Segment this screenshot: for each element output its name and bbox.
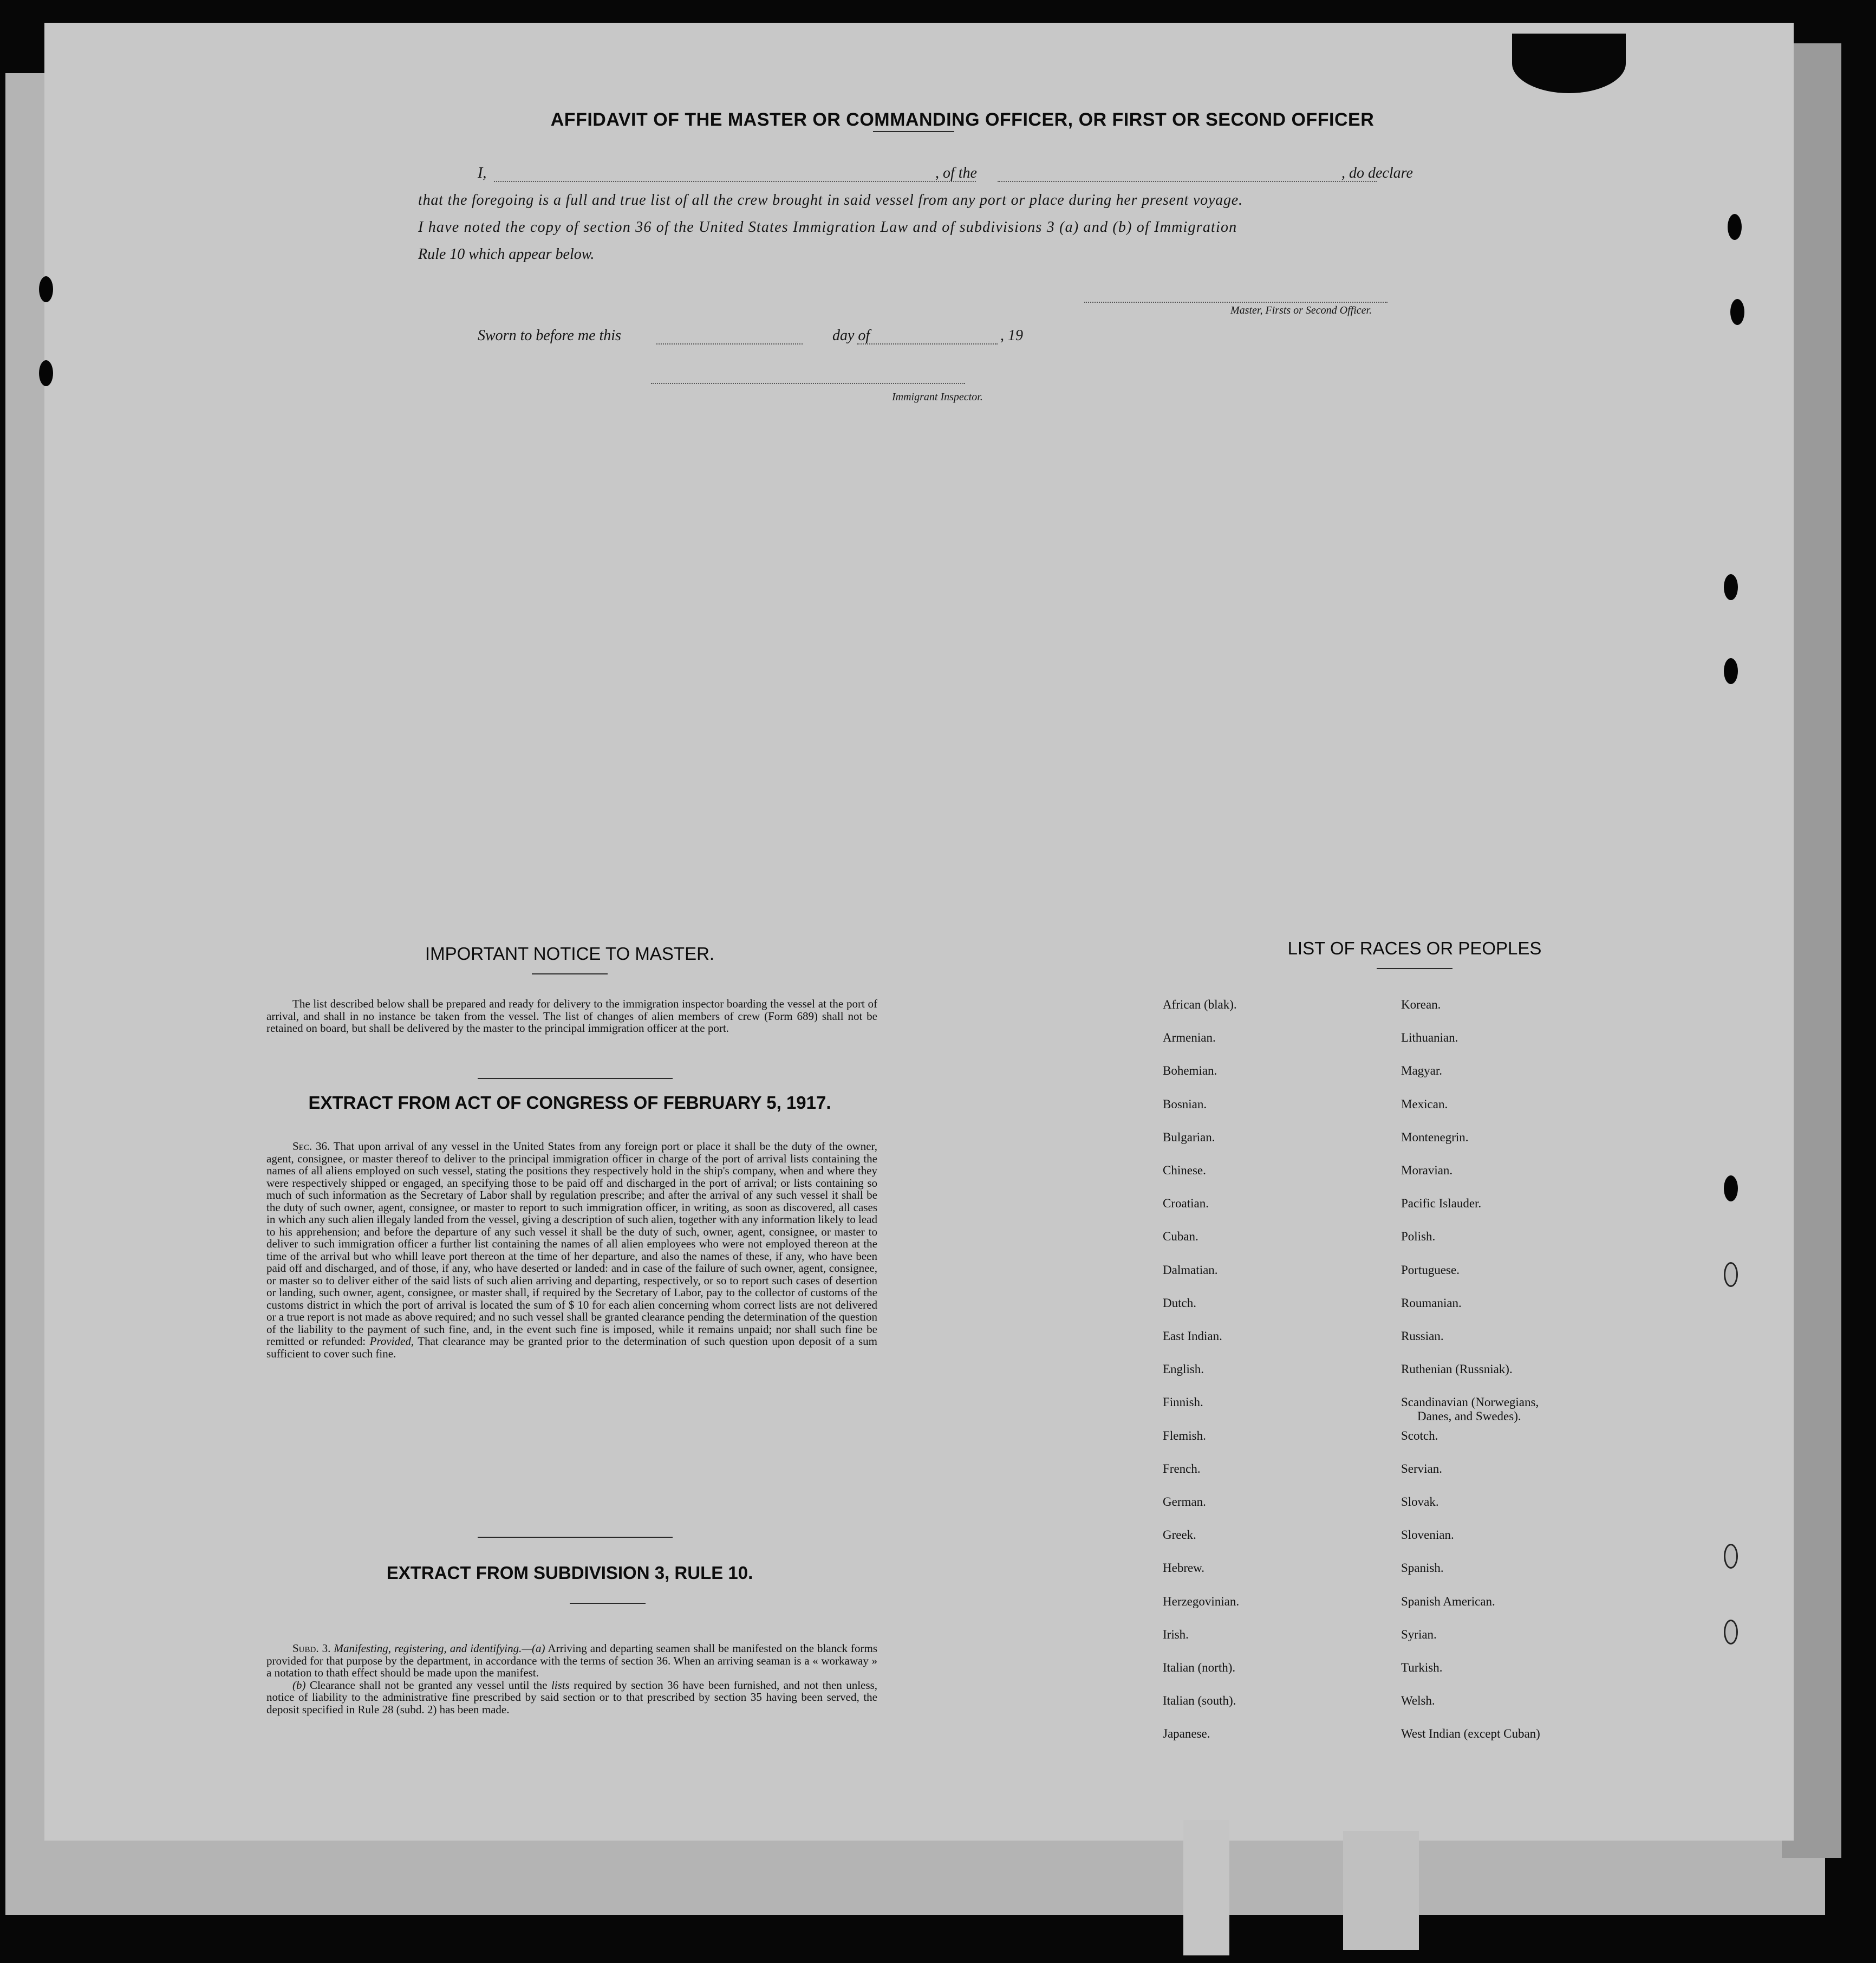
- month-blank: [857, 343, 998, 344]
- affidavit-line2: that the foregoing is a full and true list of all the crew brought in said vessel from any port or place during her present voyage.: [418, 192, 1243, 209]
- race-item: Herzegovinian.: [1163, 1594, 1240, 1608]
- race-item: Spanish American.: [1401, 1594, 1495, 1608]
- year-text: , 19: [1000, 327, 1023, 344]
- race-item: Moravian.: [1401, 1164, 1453, 1177]
- race-item: Croatian.: [1163, 1197, 1209, 1211]
- race-item: German.: [1163, 1495, 1206, 1509]
- inspector-label: Immigrant Inspector.: [892, 391, 983, 403]
- race-item: Roumanian.: [1401, 1296, 1462, 1310]
- sec-body: That upon arrival of any vessel in the United States from any foreign port or place it shall be the duty of the owner, agent, consignee, or master thereof to deliver to the principal immigration officer in charge of the port of arrival lists containing the names of all aliens employed on such vessel, stating the positions they respectively hold in the ship's company, when and where they were respectively shipped or engaged, an specifying those to be paid off and discharged in the port of arrival; or lists containing so much of such information as the Secretary of Labor shall by regulation prescribe; and after the arrival of any such vessel it shall be the duty of such owner, agent, consignee, or master to report to such immigration officer, in writing, as soon as discovered, all cases in which any such alien illegaly landed from the vessel, giving a description of such alien, together with any information likely to lead to his apprehension; and before the departure of any such vessel it shall be the duty of such, owner, agent, consignee, or master to deliver to such immigration officer a further list containing the names of all alien employees who were not employed thereon at the time of the arrival but who whill leave port thereon at the time of her departure, and also the names of these, if any, who have been paid off and discharged, and of those, if any, who have deserted or landed: and in case of the failure of such owner, agent, consignee, or master so to deliver either of the said lists of such alien arriving and departing, respectively, or so to report such cases of desertion or landing, such owner, agent, consignee, or master shall, if required by the Secretary of Labor, pay to the collector of customs of the customs district in which the port of arrival is located the sum of $ 10 for each alien concerning whom correct lists are not delivered or a true report is not made as above required; and no such vessel shall be granted clearance pending the determination of the question of the liability to the payment of such fine, and, in the event such fine is imposed, while it remains unpaid; nor shall such fine be remitted or refunded:: [266, 1140, 877, 1348]
- day-blank: [656, 343, 803, 344]
- extract-act-body: [266, 1140, 877, 1360]
- notice-title: IMPORTANT NOTICE TO MASTER.: [425, 944, 715, 964]
- race-item: Montenegrin.: [1401, 1130, 1469, 1144]
- race-item: Magyar.: [1401, 1064, 1443, 1078]
- race-item: Flemish.: [1163, 1428, 1206, 1442]
- name-blank: [494, 181, 976, 182]
- punch-hole: [1724, 1620, 1738, 1644]
- race-item: Slovenian.: [1401, 1528, 1454, 1542]
- proviso-label: Provided,: [369, 1335, 414, 1348]
- part-b-text1: Clearance shall not be granted any vessel until the: [309, 1678, 548, 1692]
- race-item: Scandinavian (Norwegians,: [1401, 1395, 1539, 1409]
- extract-rule-title: EXTRACT FROM SUBDIVISION 3, RULE 10.: [386, 1563, 753, 1583]
- affidavit-line3: I have noted the copy of section 36 of the United States Immigration Law and of subdivisions 3 (a) and (b) of Immigration: [418, 219, 1237, 236]
- race-item: Lithuanian.: [1401, 1031, 1458, 1045]
- race-item: Spanish.: [1401, 1561, 1444, 1575]
- race-item: African (blak).: [1163, 998, 1237, 1011]
- race-item: Dutch.: [1163, 1296, 1196, 1310]
- divider: [478, 1078, 673, 1079]
- race-item: Chinese.: [1163, 1164, 1206, 1177]
- sec-label: Sec. 36.: [292, 1140, 330, 1153]
- race-item: Cuban.: [1163, 1230, 1198, 1244]
- race-item: West Indian (except Cuban): [1401, 1727, 1540, 1741]
- divider: [570, 1603, 646, 1604]
- race-item: Syrian.: [1401, 1627, 1437, 1641]
- race-item: Servian.: [1401, 1461, 1443, 1476]
- extract-act-title: EXTRACT FROM ACT OF CONGRESS OF FEBRUARY 5, 1917.: [308, 1093, 831, 1113]
- part-a-label: —(a): [522, 1642, 545, 1655]
- affidavit-title: AFFIDAVIT OF THE MASTER OR COMMANDING OFFICER, OR FIRST OR SECOND OFFICER: [550, 109, 1375, 130]
- part-a-text: Arriving and departing seamen shall be manifested on the blanck forms provided for that purpose by the department, in accordance with the terms of section 36. When an arriving seaman is a « workaway » a notation to thath effect should be made upon the manifest.: [266, 1642, 878, 1679]
- subd-heading: Manifesting, registering, and identifying.: [334, 1642, 522, 1655]
- race-item: Slovak.: [1401, 1495, 1439, 1509]
- race-item: Turkish.: [1401, 1661, 1443, 1674]
- race-item: Italian (north).: [1163, 1661, 1236, 1674]
- divider: [1377, 968, 1452, 969]
- punch-hole: [1724, 658, 1738, 684]
- race-item: Bohemian.: [1163, 1064, 1217, 1078]
- divider: [873, 131, 954, 132]
- races-list: [1163, 998, 1715, 1767]
- race-item: Portuguese.: [1401, 1263, 1460, 1277]
- part-b-text2: required by section 36 have been furnished, and not then unless, notice of liability to the administrative fine prescribed by said section or to that prescribed by section 35 having been served, the deposit specified in Rule 28 (subd. 2) has been made.: [266, 1678, 878, 1716]
- punch-hole: [39, 360, 53, 386]
- torn-corner: [1512, 34, 1626, 93]
- race-item: English.: [1163, 1362, 1204, 1376]
- day-of-text: day of: [832, 327, 870, 344]
- race-item: Armenian.: [1163, 1031, 1216, 1045]
- punch-hole: [39, 276, 53, 302]
- punch-hole: [1730, 299, 1744, 325]
- affidavit-i: I,: [478, 165, 487, 181]
- race-item: Ruthenian (Russniak).: [1401, 1362, 1513, 1376]
- race-item: Finnish.: [1163, 1395, 1203, 1409]
- punch-hole: [1724, 1175, 1738, 1201]
- proviso-text: That clearance may be granted prior to the determination of such question upon deposit of a sum sufficient to cover such fine.: [266, 1335, 877, 1360]
- subd-label: Subd. 3.: [292, 1642, 331, 1655]
- race-item: Scotch.: [1401, 1428, 1438, 1442]
- divider: [478, 1537, 673, 1538]
- part-b-lists: lists: [551, 1678, 570, 1692]
- race-item: Korean.: [1401, 998, 1441, 1011]
- race-item: Hebrew.: [1163, 1561, 1205, 1575]
- paper-tab: [1343, 1831, 1419, 1950]
- race-item: Dalmatian.: [1163, 1263, 1218, 1277]
- part-a: [266, 1642, 877, 1679]
- race-item: Greek.: [1163, 1528, 1196, 1542]
- race-item: Russian.: [1401, 1329, 1444, 1343]
- extract-rule-body: [266, 1642, 877, 1715]
- vessel-blank: [998, 181, 1377, 182]
- race-item: Bulgarian.: [1163, 1130, 1215, 1144]
- race-item: Japanese.: [1163, 1727, 1210, 1741]
- race-item: Mexican.: [1401, 1097, 1448, 1111]
- affidavit-line4: Rule 10 which appear below.: [418, 246, 595, 263]
- race-item: French.: [1163, 1461, 1201, 1476]
- part-b: [266, 1679, 877, 1716]
- officer-label: Master, Firsts or Second Officer.: [1230, 304, 1372, 316]
- divider: [532, 973, 608, 974]
- race-item: Welsh.: [1401, 1694, 1435, 1708]
- sworn-text: Sworn to before me this: [478, 327, 621, 344]
- race-item: Bosnian.: [1163, 1097, 1207, 1111]
- race-item-continuation: Danes, and Swedes).: [1417, 1409, 1521, 1424]
- punch-hole: [1724, 1544, 1738, 1569]
- punch-hole: [1728, 214, 1742, 240]
- document-page: [44, 23, 1794, 1841]
- punch-hole: [1724, 574, 1738, 600]
- races-title: LIST OF RACES OR PEOPLES: [1287, 938, 1542, 958]
- race-item: East Indian.: [1163, 1329, 1222, 1343]
- paper-tab: [1183, 1820, 1229, 1955]
- punch-hole: [1724, 1262, 1738, 1287]
- race-item: Italian (south).: [1163, 1694, 1236, 1708]
- affidavit-of-the: , of the: [935, 165, 977, 181]
- notice-body: The list described below shall be prepared and ready for delivery to the immigration inspector boarding the vessel at the port of arrival, and shall in no instance be taken from the vessel. The list of changes of alien members of crew (Form 689) shall not be retained on board, but shall be delivered by the master to the principal immigration officer at the port.: [266, 997, 877, 1035]
- affidavit-declare: , do declare: [1341, 165, 1413, 181]
- race-item: Irish.: [1163, 1627, 1189, 1641]
- part-b-label: (b): [292, 1678, 306, 1692]
- race-item: Polish.: [1401, 1230, 1436, 1244]
- inspector-signature-line: [651, 383, 965, 384]
- officer-signature-line: [1084, 302, 1388, 303]
- race-item: Pacific Islauder.: [1401, 1197, 1482, 1211]
